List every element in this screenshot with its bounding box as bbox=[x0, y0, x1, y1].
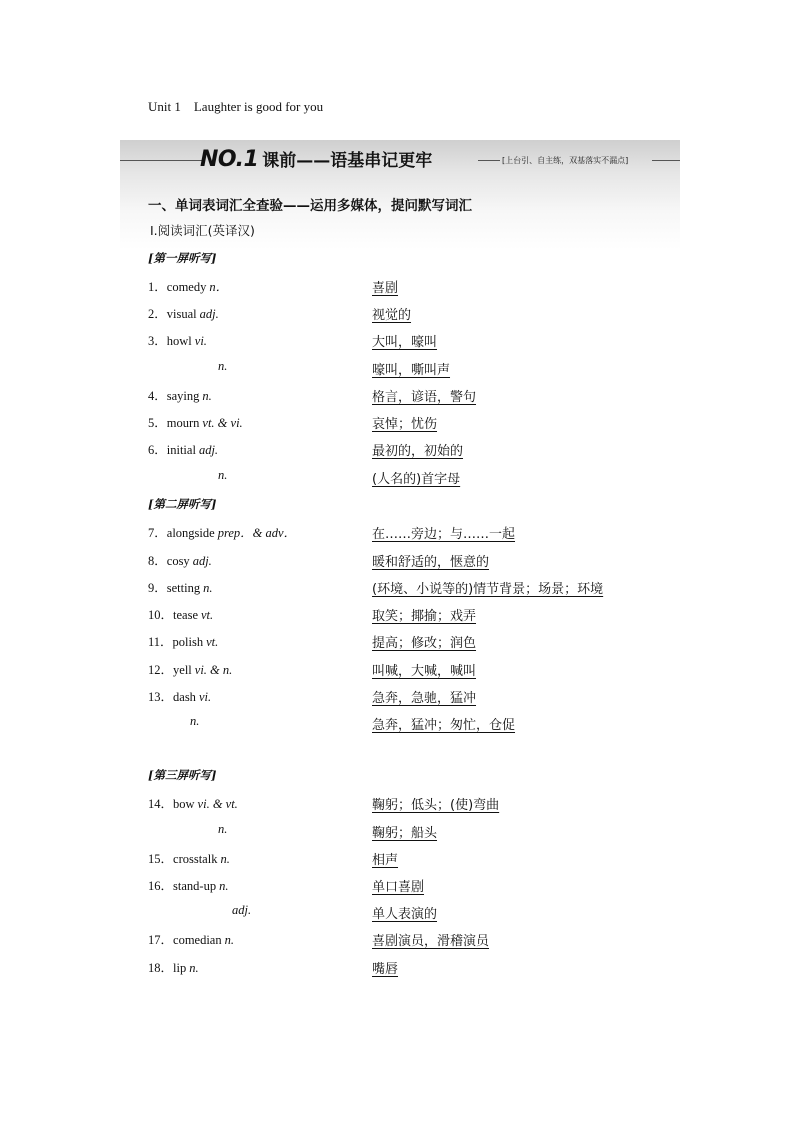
vocab-part-of-speech: n. bbox=[190, 714, 200, 728]
vocab-meaning: 急奔，猛冲；匆忙，仓促 bbox=[372, 718, 516, 733]
vocab-english bbox=[148, 605, 213, 623]
vocab-meaning: 最初的，初始的 bbox=[372, 444, 464, 459]
vocab-word: crosstalk bbox=[173, 852, 218, 866]
banner-number: NO.1 bbox=[200, 147, 259, 172]
vocab-word: comedy bbox=[166, 280, 207, 294]
vocab-word: setting bbox=[166, 581, 201, 595]
section-title: 一、单词表词汇全查验——运用多媒体，提问默写词汇 bbox=[148, 198, 472, 214]
vocab-number: 3． bbox=[148, 334, 167, 348]
vocab-word: visual bbox=[166, 307, 197, 321]
vocab-entry bbox=[0, 632, 794, 652]
vocab-number: 18． bbox=[148, 961, 174, 975]
vocab-part-of-speech: n. bbox=[218, 359, 228, 373]
vocab-entry bbox=[0, 523, 794, 543]
vocab-word: saying bbox=[166, 389, 200, 403]
vocab-part-of-speech: n. bbox=[218, 822, 228, 836]
banner-rule-left bbox=[120, 160, 202, 161]
vocab-part-of-speech: adj. bbox=[192, 554, 212, 568]
vocab-meaning: 单人表演的 bbox=[372, 907, 438, 922]
vocab-entry bbox=[0, 903, 794, 923]
vocab-part-of-speech: n. bbox=[218, 468, 228, 482]
vocab-meaning: 哀悼；忧伤 bbox=[372, 417, 438, 432]
vocab-word: tease bbox=[173, 608, 198, 622]
vocab-part-of-speech: adj. bbox=[199, 307, 219, 321]
vocab-number: 15． bbox=[148, 852, 174, 866]
vocab-part-of-speech: n． bbox=[209, 280, 229, 294]
vocab-entry bbox=[0, 660, 794, 680]
vocab-part-of-speech: n. bbox=[203, 581, 213, 595]
banner-heading bbox=[200, 146, 432, 172]
group-label-1: [第一屏听写] bbox=[148, 251, 217, 265]
vocab-meaning: 视觉的 bbox=[372, 308, 412, 323]
vocab-part-of-speech: n. bbox=[224, 933, 234, 947]
vocab-meaning: 喜剧演员，滑稽演员 bbox=[372, 934, 490, 949]
vocab-english bbox=[148, 331, 207, 349]
vocab-entry bbox=[0, 386, 794, 406]
vocab-word: stand-up bbox=[173, 879, 217, 893]
vocab-part-of-speech: n. bbox=[219, 879, 229, 893]
vocab-number: 11． bbox=[148, 635, 173, 649]
vocab-english bbox=[190, 714, 199, 729]
vocab-word: dash bbox=[173, 690, 196, 704]
vocab-word: polish bbox=[172, 635, 204, 649]
vocab-part-of-speech: adj. bbox=[198, 443, 219, 457]
vocab-entry bbox=[0, 605, 794, 625]
vocab-meaning: 单口喜剧 bbox=[372, 880, 425, 895]
vocab-part-of-speech: vt. & vi. bbox=[202, 416, 243, 430]
vocab-entry bbox=[0, 822, 794, 842]
vocab-meaning: 提高；修改；润色 bbox=[372, 636, 477, 651]
vocab-word: howl bbox=[166, 334, 192, 348]
vocab-english bbox=[148, 632, 218, 650]
vocab-english bbox=[148, 876, 228, 894]
vocab-entry bbox=[0, 876, 794, 896]
vocab-word: cosy bbox=[166, 554, 190, 568]
vocab-part-of-speech: vt. bbox=[206, 635, 219, 649]
vocab-entry bbox=[0, 440, 794, 460]
vocab-part-of-speech: vi. & vt. bbox=[197, 797, 238, 811]
vocab-entry bbox=[0, 958, 794, 978]
unit-title: Unit 1 Laughter is good for you bbox=[148, 99, 324, 114]
vocab-entry bbox=[0, 359, 794, 379]
vocab-number: 16． bbox=[148, 879, 174, 893]
vocab-meaning: 鞠躬；低头；(使)弯曲 bbox=[372, 798, 500, 813]
vocab-number: 7． bbox=[148, 526, 167, 540]
vocab-entry bbox=[0, 468, 794, 488]
vocab-english bbox=[148, 304, 219, 322]
subsection-title: Ⅰ.阅读词汇(英译汉) bbox=[150, 223, 255, 238]
vocab-english bbox=[148, 794, 238, 812]
vocab-meaning: (环境、小说等的)情节背景；场景；环境 bbox=[372, 582, 604, 597]
vocab-english bbox=[148, 660, 232, 678]
group-label-2: [第二屏听写] bbox=[148, 497, 217, 511]
vocab-meaning: 嘴唇 bbox=[372, 962, 399, 977]
vocab-english bbox=[148, 386, 212, 404]
vocab-meaning: 鞠躬；船头 bbox=[372, 826, 438, 841]
vocab-meaning: 取笑；揶揄；戏弄 bbox=[372, 609, 477, 624]
vocab-number: 1． bbox=[148, 280, 167, 294]
vocab-word: lip bbox=[173, 961, 187, 975]
group-label-3: [第三屏听写] bbox=[148, 768, 217, 782]
vocab-meaning: 喜剧 bbox=[372, 281, 399, 296]
vocab-part-of-speech: n. bbox=[202, 389, 212, 403]
vocab-word: alongside bbox=[166, 526, 215, 540]
banner-rule-right bbox=[652, 160, 680, 161]
vocab-english bbox=[148, 687, 211, 705]
vocab-number: 4． bbox=[148, 389, 167, 403]
vocab-meaning: 大叫，嚎叫 bbox=[372, 335, 438, 350]
vocab-number: 8． bbox=[148, 554, 167, 568]
vocab-number: 10． bbox=[148, 608, 174, 622]
vocab-entry bbox=[0, 413, 794, 433]
vocab-entry bbox=[0, 849, 794, 869]
vocab-english bbox=[148, 523, 296, 541]
vocab-number: 12． bbox=[148, 663, 174, 677]
vocab-word: bow bbox=[173, 797, 195, 811]
vocab-meaning: 格言，谚语，警句 bbox=[372, 390, 477, 405]
vocab-part-of-speech: vi. & n. bbox=[194, 663, 233, 677]
vocab-entry bbox=[0, 331, 794, 351]
vocab-word: mourn bbox=[166, 416, 200, 430]
vocab-english bbox=[148, 578, 212, 596]
vocab-entry bbox=[0, 304, 794, 324]
vocab-english bbox=[232, 903, 251, 918]
vocab-number: 5． bbox=[148, 416, 167, 430]
vocab-meaning: 嚎叫，嘶叫声 bbox=[372, 363, 451, 378]
vocab-word: yell bbox=[173, 663, 192, 677]
vocab-english bbox=[218, 359, 227, 374]
vocab-number: 13． bbox=[148, 690, 174, 704]
vocab-number: 2． bbox=[148, 307, 167, 321]
vocab-number: 17． bbox=[148, 933, 174, 947]
vocab-word: initial bbox=[166, 443, 196, 457]
vocab-entry bbox=[0, 687, 794, 707]
vocab-entry bbox=[0, 714, 794, 734]
vocab-entry bbox=[0, 277, 794, 297]
vocab-entry bbox=[0, 930, 794, 950]
vocab-english bbox=[148, 551, 212, 569]
vocab-english bbox=[148, 440, 218, 458]
vocab-english bbox=[218, 822, 227, 837]
vocab-meaning: 叫喊，大喊，喊叫 bbox=[372, 664, 477, 679]
vocab-english bbox=[148, 958, 199, 976]
vocab-part-of-speech: n. bbox=[220, 852, 230, 866]
vocab-english bbox=[148, 849, 230, 867]
vocab-english bbox=[148, 413, 243, 431]
vocab-english bbox=[218, 468, 227, 483]
vocab-english bbox=[148, 277, 228, 295]
vocab-part-of-speech: vt. bbox=[201, 608, 214, 622]
banner-title: 课前——语基串记更牢 bbox=[262, 151, 433, 171]
vocab-number: 9． bbox=[148, 581, 167, 595]
vocab-part-of-speech: n. bbox=[189, 961, 199, 975]
vocab-meaning: 在……旁边；与……一起 bbox=[372, 527, 516, 542]
vocab-number: 14． bbox=[148, 797, 174, 811]
vocab-meaning: 急奔，急驰，猛冲 bbox=[372, 691, 477, 706]
vocab-entry bbox=[0, 551, 794, 571]
vocab-english bbox=[148, 930, 234, 948]
vocab-part-of-speech: vi. bbox=[194, 334, 207, 348]
vocab-number: 6． bbox=[148, 443, 167, 457]
vocab-part-of-speech: prep．& adv． bbox=[217, 526, 297, 540]
vocab-meaning: (人名的)首字母 bbox=[372, 472, 461, 487]
vocab-entry bbox=[0, 794, 794, 814]
vocab-meaning: 相声 bbox=[372, 853, 399, 868]
vocab-word: comedian bbox=[173, 933, 222, 947]
banner-note: [上台引、自主练，双基落实不漏点] bbox=[502, 156, 629, 165]
vocab-meaning: 暖和舒适的，惬意的 bbox=[372, 555, 490, 570]
vocab-part-of-speech: adj. bbox=[232, 903, 252, 917]
banner-rule-mid bbox=[478, 160, 500, 161]
vocab-entry bbox=[0, 578, 794, 598]
vocab-part-of-speech: vi. bbox=[198, 690, 212, 704]
